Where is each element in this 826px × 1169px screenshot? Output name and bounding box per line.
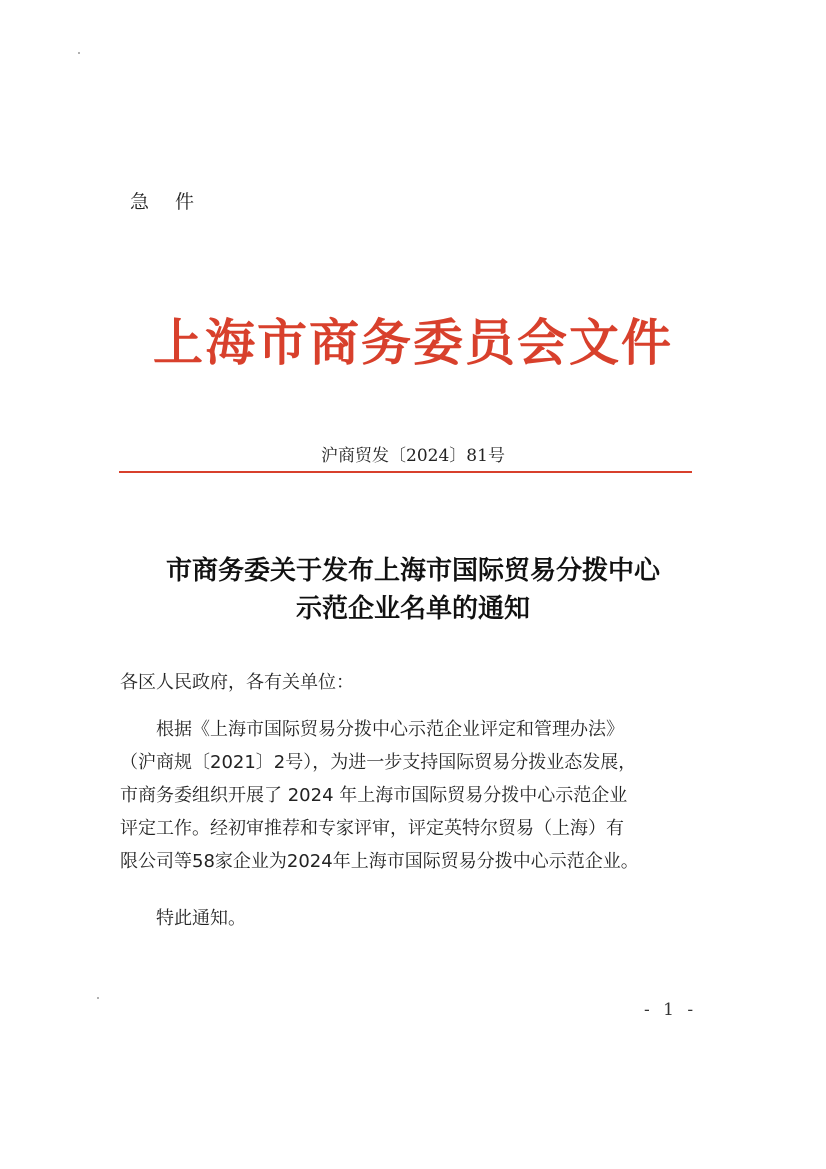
body-line-2: （沪商规〔2021〕2号），为进一步支持国际贸易分拨业态发展， (120, 752, 637, 773)
closing-line: 特此通知。 (156, 908, 246, 929)
scan-speck (97, 997, 99, 999)
notice-title (0, 552, 826, 628)
urgency-label: 急 件 (130, 191, 205, 213)
body-line-1: 根据《上海市国际贸易分拨中心示范企业评定和管理办法》 (156, 719, 624, 740)
body-line-4: 评定工作。经初审推荐和专家评审，评定英特尔贸易（上海）有 (120, 818, 624, 839)
red-divider-line (119, 471, 692, 473)
notice-body (120, 713, 700, 878)
salutation: 各区人民政府，各有关单位： (120, 672, 354, 693)
masthead-title: 上海市商务委员会文件 (153, 313, 673, 372)
notice-title-line-1: 市商务委关于发布上海市国际贸易分拨中心 (165, 556, 660, 586)
page-number: - 1 - (644, 1000, 698, 1020)
body-line-3: 市商务委组织开展了 2024 年上海市国际贸易分拨中心示范企业 (120, 785, 628, 806)
document-number: 沪商贸发〔2024〕81号 (321, 446, 505, 466)
notice-title-line-2: 示范企业名单的通知 (295, 594, 530, 624)
body-line-5: 限公司等58家企业为2024年上海市国际贸易分拨中心示范企业。 (120, 851, 639, 872)
scan-speck (78, 52, 80, 54)
